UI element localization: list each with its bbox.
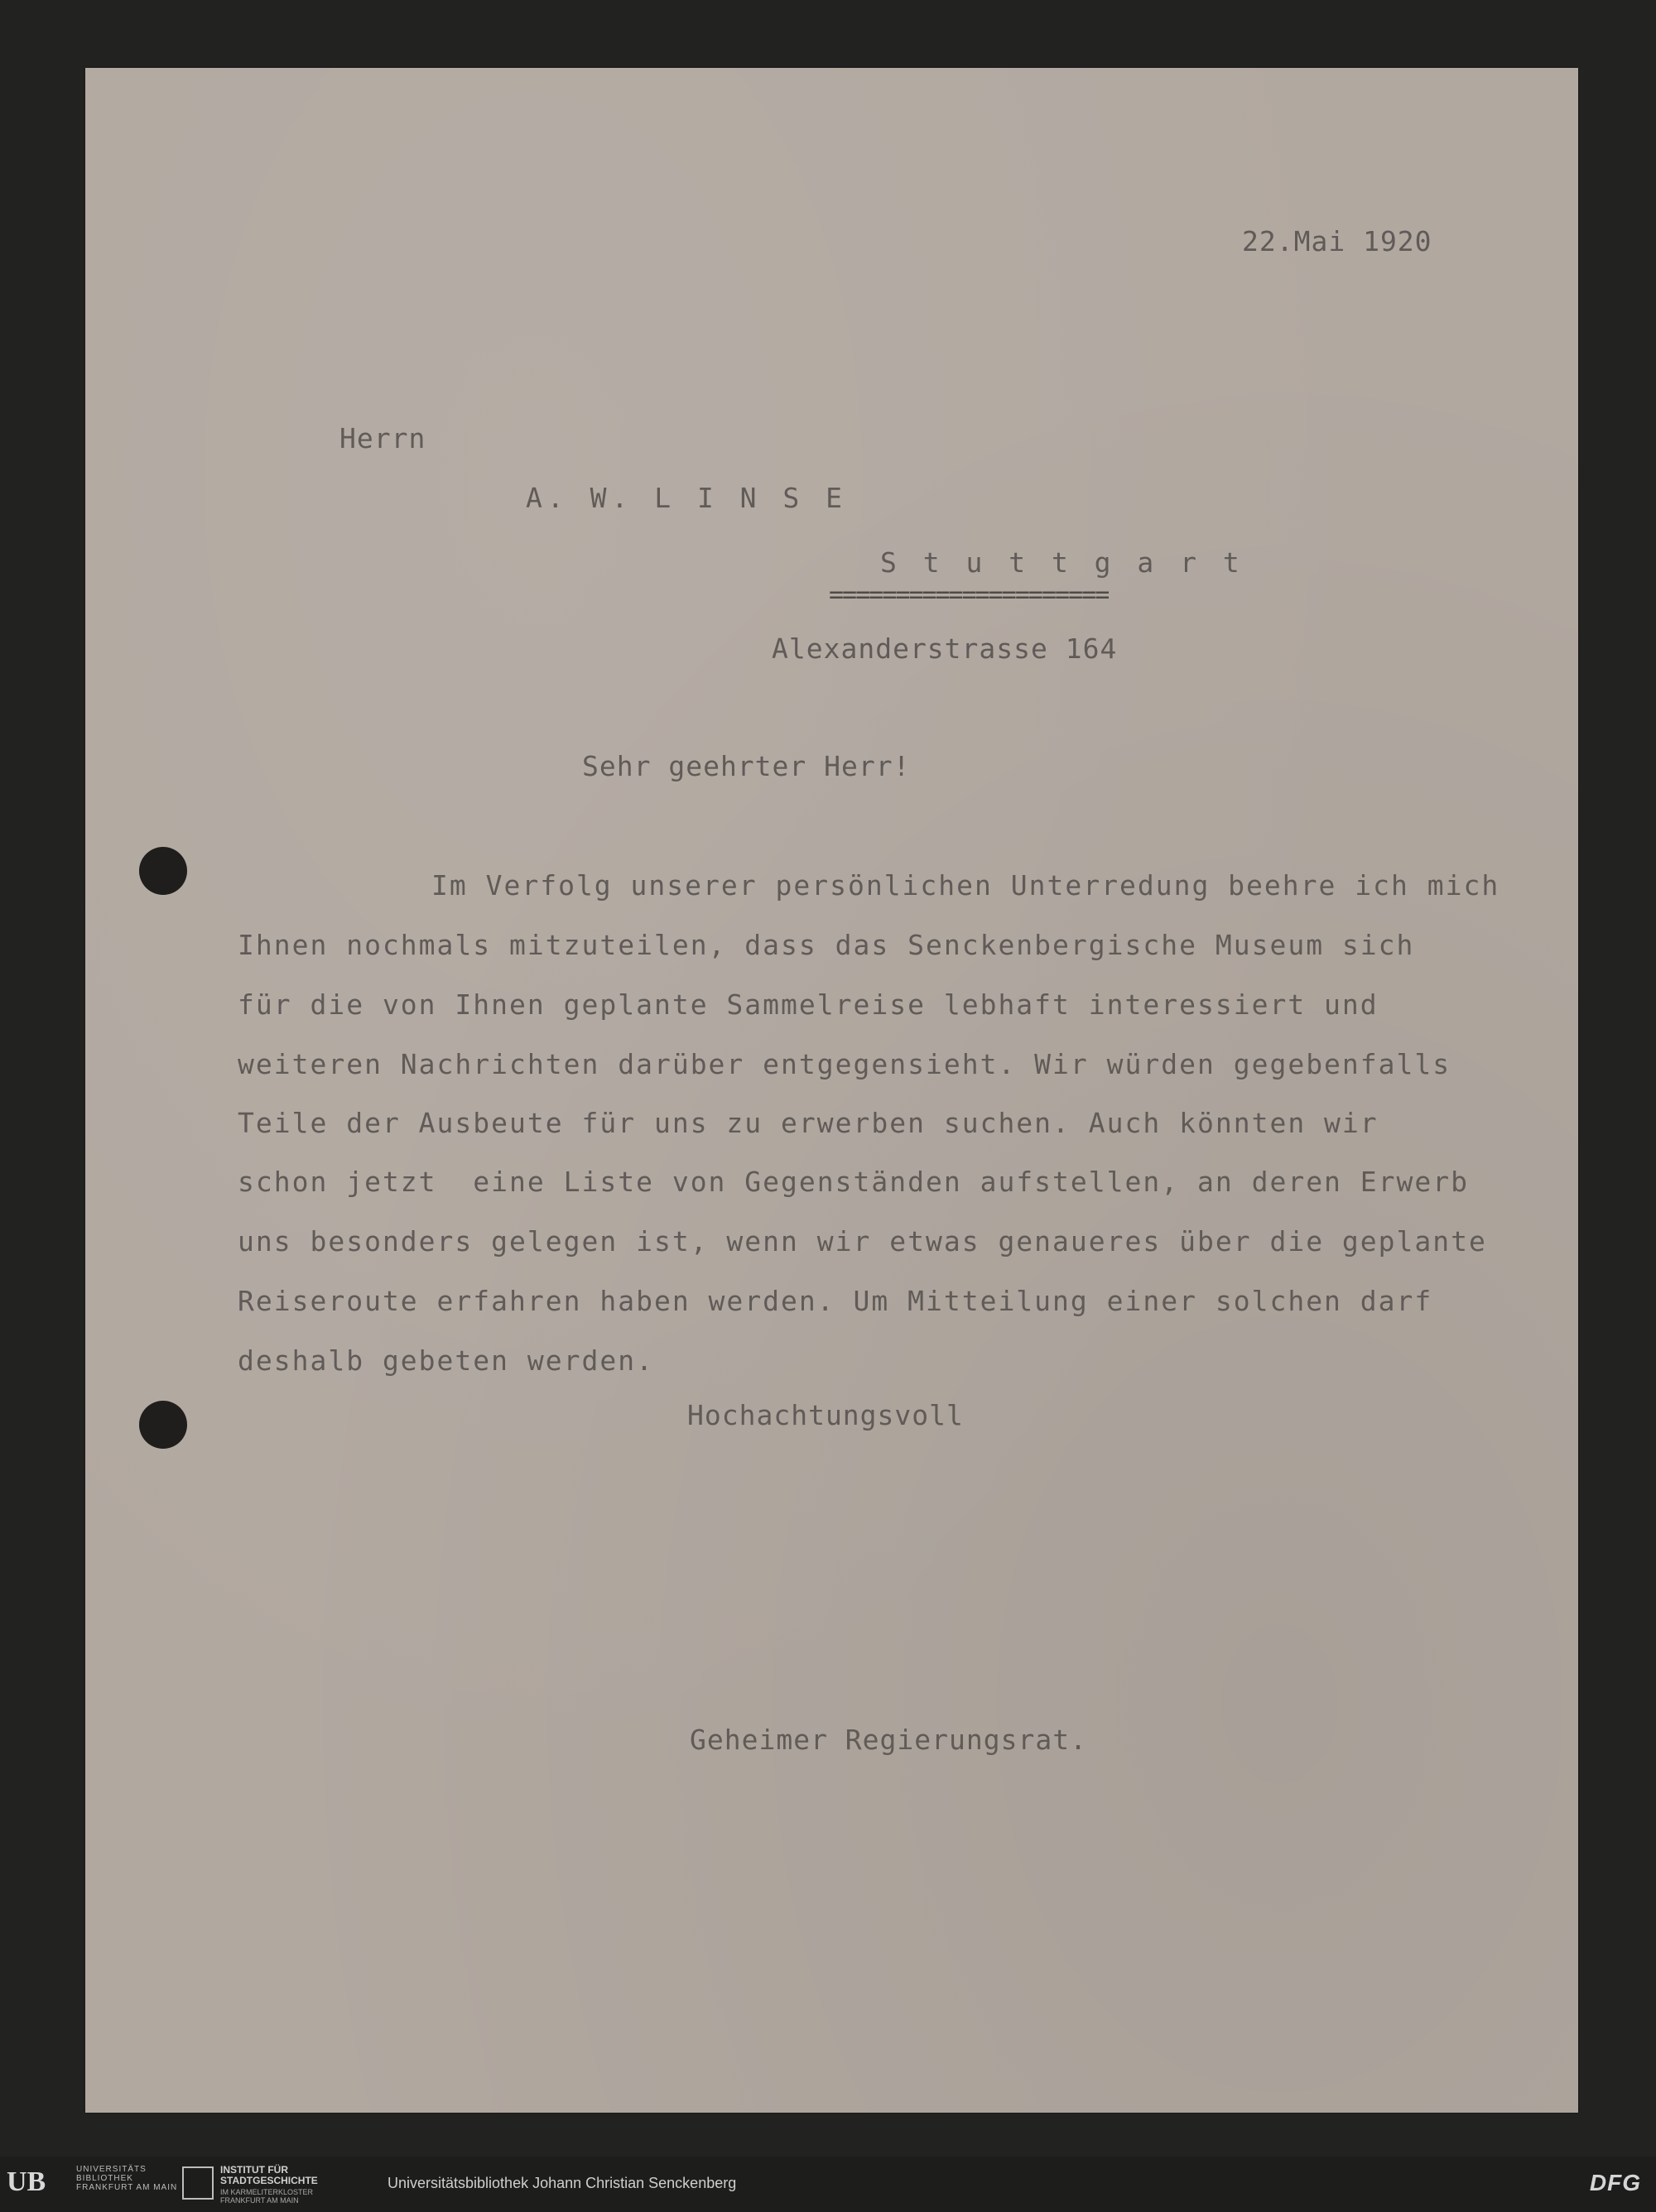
salutation-herrn: Herrn	[339, 422, 426, 454]
body-line-5: Teile der Ausbeute für uns zu erwerben suchen. Auch könnten wir	[238, 1107, 1379, 1139]
letter-date: 22.Mai 1920	[1242, 225, 1432, 257]
punch-hole-top	[139, 847, 187, 895]
body-line-1: Im Verfolg unserer persönlichen Unterredung beehre ich mich	[431, 869, 1500, 902]
library-name: Universitätsbibliothek Johann Christian Senckenberg	[388, 2175, 737, 2191]
isg-text-line-2: STADTGESCHICHTE	[220, 2175, 318, 2186]
ub-text-line-3: FRANKFURT AM MAIN	[76, 2183, 178, 2192]
letter-sheet	[85, 68, 1578, 2113]
isg-text-line-1: INSTITUT FÜR	[220, 2164, 288, 2176]
body-line-9: deshalb gebeten werden.	[238, 1344, 654, 1377]
recipient-name: A. W. L I N S E	[526, 482, 848, 514]
signature-title: Geheimer Regierungsrat.	[690, 1724, 1087, 1756]
isg-logo-subtext	[220, 2188, 313, 2205]
body-line-6: schon jetzt eine Liste von Gegenständen aufstellen, an deren Erwerb	[238, 1166, 1470, 1198]
letter-greeting: Sehr geehrter Herr!	[582, 750, 911, 782]
recipient-street: Alexanderstrasse 164	[772, 632, 1118, 665]
ub-logo: UB	[7, 2166, 46, 2197]
body-line-2: Ihnen nochmals mitzuteilen, dass das Senckenbergische Museum sich	[238, 929, 1415, 961]
ub-text-line-1: UNIVERSITÄTS	[76, 2165, 147, 2174]
dfg-logo: DFG	[1589, 2170, 1641, 2195]
punch-hole-bottom	[139, 1401, 187, 1449]
body-line-8: Reiseroute erfahren haben werden. Um Mitteilung einer solchen darf	[238, 1285, 1433, 1317]
body-line-3: für die von Ihnen geplante Sammelreise lebhaft interessiert und	[238, 988, 1379, 1021]
body-line-4: weiteren Nachrichten darüber entgegensieht. Wir würden gegebenfalls	[238, 1048, 1451, 1080]
body-line-7: uns besonders gelegen ist, wenn wir etwas genaueres über die geplante	[238, 1225, 1487, 1257]
isg-logo-text	[220, 2165, 318, 2186]
archive-footer	[0, 2157, 1656, 2212]
city-underline: =====================	[829, 580, 1109, 609]
isg-logo-icon	[182, 2166, 214, 2200]
isg-sub-line-1: IM KARMELITERKLOSTER	[220, 2188, 314, 2196]
letter-closing: Hochachtungsvoll	[687, 1399, 964, 1431]
ub-text-line-2: BIBLIOTHEK	[76, 2174, 133, 2183]
isg-sub-line-2: FRANKFURT AM MAIN	[220, 2196, 299, 2205]
recipient-city: S t u t t g a r t	[880, 546, 1244, 579]
ub-logo-text	[76, 2165, 177, 2192]
